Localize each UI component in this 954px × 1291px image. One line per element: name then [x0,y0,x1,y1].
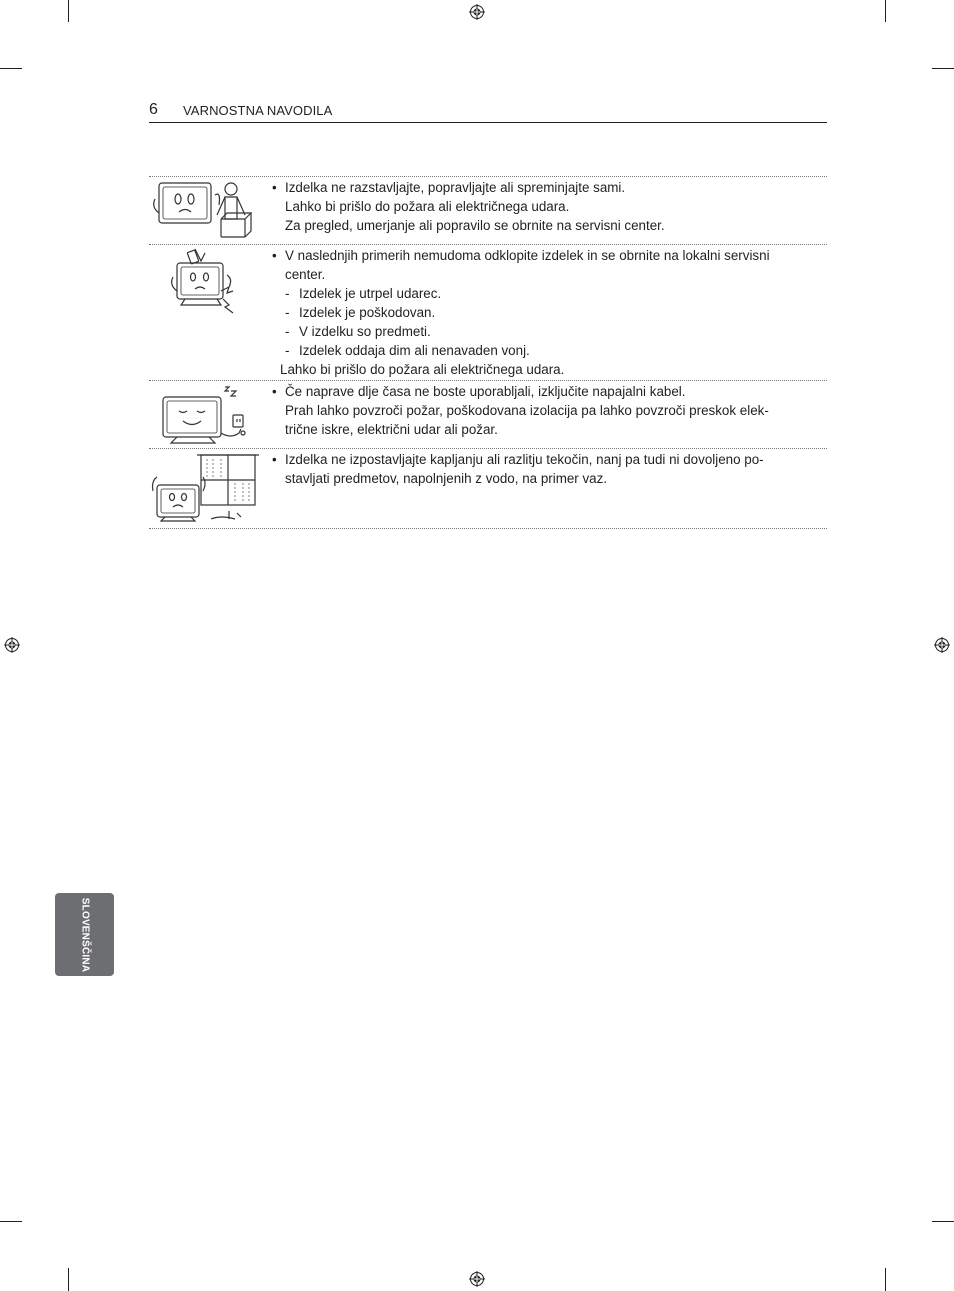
language-tab [55,893,114,976]
registration-mark-icon [469,1271,485,1287]
text-line: • Izdelka ne razstavljajte, popravljajte ali spreminjajte sami. [285,180,626,195]
text-line: • Če naprave dlje časa ne boste uporabljali, izključite napajalni kabel. [285,384,686,399]
bullet-item [271,178,827,235]
crop-mark [0,68,22,69]
section-title: VARNOSTNA NAVODILA [183,103,333,118]
bullet-item [271,450,827,488]
safety-instructions-table [149,176,827,529]
crop-mark [932,68,954,69]
text-line: • Izdelka ne izpostavljajte kapljanju ali razlitju tekočin, nanj pa tudi ni dovoljeno po- [285,452,764,467]
safety-text [271,245,827,379]
tv-repair-person-icon [151,179,259,243]
bullet-item [271,382,827,439]
sub-item: - Izdelek je utrpel udarec. [271,284,827,303]
safety-row [149,449,827,529]
text-line: stavljati predmetov, napolnjenih z vodo, na primer vaz. [285,471,608,486]
safety-text [271,449,827,488]
sub-item: - Izdelek oddaja dim ali nenavaden vonj. [271,341,827,360]
tv-near-window-rain-icon [151,451,259,527]
crop-mark [0,1221,22,1222]
safety-text [271,381,827,439]
sub-item: - V izdelku so predmeti. [271,322,827,341]
text-line: • V naslednjih primerih nemudoma odklopite izdelek in se obrnite na lokalni servisni [285,248,770,263]
tv-damaged-smoke-icon [151,247,259,317]
text-line: Prah lahko povzroči požar, poškodovana izolacija pa lahko povzroči preskok elek- [285,403,769,418]
registration-mark-icon [469,4,485,20]
sub-item: - Izdelek je poškodovan. [271,303,827,322]
crop-mark [68,0,69,22]
registration-mark-icon [934,637,950,653]
language-tab-label: SLOVENŠČINA [79,897,90,972]
crop-mark [885,1268,886,1291]
tv-sleeping-unplug-icon [151,383,259,447]
safety-text [271,177,827,235]
text-line: center. [285,267,326,282]
page-header [149,100,827,123]
page-number: 6 [149,101,158,118]
safety-row [149,177,827,245]
safety-row [149,381,827,449]
text-line: trične iskre, električni udar ali požar. [285,422,498,437]
crop-mark [932,1221,954,1222]
crop-mark [885,0,886,22]
safety-row [149,245,827,381]
text-line: Za pregled, umerjanje ali popravilo se obrnite na servisni center. [285,218,665,233]
text-line: Lahko bi prišlo do požara ali električnega udara. [285,199,570,214]
note-line: Lahko bi prišlo do požara ali električnega udara. [280,362,565,377]
crop-mark [68,1268,69,1291]
registration-mark-icon [4,637,20,653]
bullet-item [271,246,827,284]
